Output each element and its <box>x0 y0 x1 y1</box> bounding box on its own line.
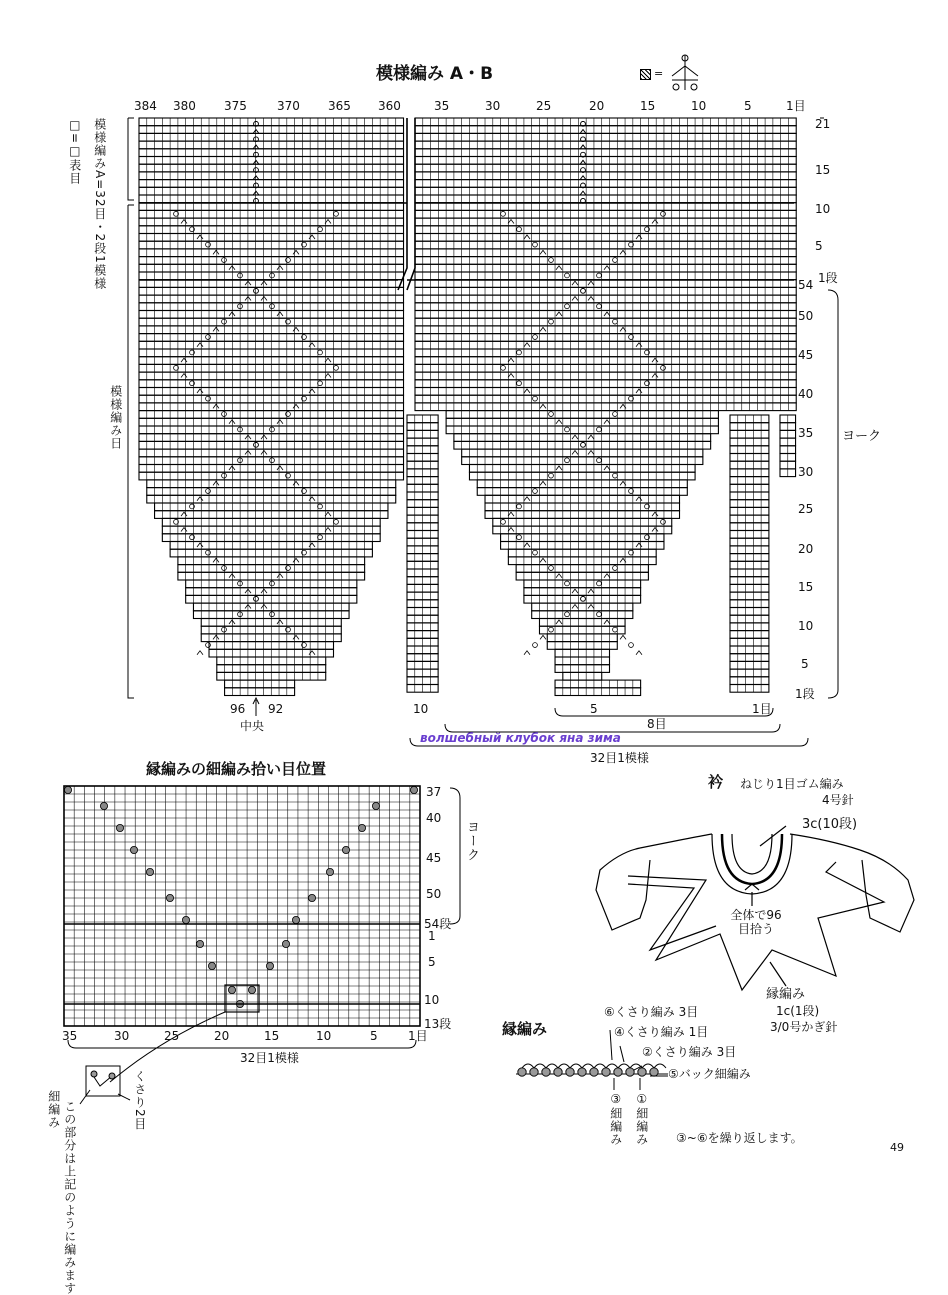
col-tick-left: 384 <box>134 100 157 112</box>
edging-stitch-icon <box>554 1068 562 1076</box>
center-right-label: 92 <box>268 703 283 715</box>
row-tick-bottom: 54 <box>798 279 813 291</box>
row-tick-bottom: 40 <box>798 388 813 400</box>
row-tick-top: 5 <box>815 240 823 252</box>
col-tick-left: 360 <box>378 100 401 112</box>
edge-col-tick: 35 <box>62 1030 77 1042</box>
edging-stitch-icon <box>614 1068 622 1076</box>
collar-rows-label: 3c(10段) <box>802 818 857 831</box>
edging-bottom-step-3: ③細編み <box>608 1092 622 1148</box>
bottom-label-one: 1目 <box>752 703 772 715</box>
bottom-label-ten: 10 <box>413 703 428 715</box>
col-tick-left: 380 <box>173 100 196 112</box>
edge-col-tick: 10 <box>316 1030 331 1042</box>
center-label: 中央 <box>240 720 264 732</box>
edge-col-tick: 20 <box>214 1030 229 1042</box>
edge-chart-title: 縁編みの細編み拾い目位置 <box>146 762 326 777</box>
col-tick-right: 35 <box>434 100 449 112</box>
inset-kusari-label: くさり2目 <box>132 1070 146 1133</box>
edging-title: 縁編み <box>502 1022 547 1037</box>
pattern-a-label: 模様編みA=32目・2段1模様 <box>92 118 106 240</box>
col-tick-right: 5 <box>744 100 752 112</box>
yoke-label: ヨーク <box>842 430 881 443</box>
col-tick-right: 20 <box>589 100 604 112</box>
edging-stitch-icon <box>518 1068 526 1076</box>
edging-repeat-note: ③~⑥を繰り返します。 <box>676 1132 803 1144</box>
page-number: 49 <box>890 1142 904 1153</box>
edge-row-tick-bottom: 10 <box>424 994 439 1006</box>
edging-step-4: ④くさり編み 1目 <box>614 1026 708 1038</box>
row-tick-bottom: 50 <box>798 310 813 322</box>
edge-row-tick-top: 37 <box>426 786 441 798</box>
edging-stitch-icon <box>626 1068 634 1076</box>
row-tick-bottom: 5 <box>801 658 809 670</box>
edge-row-tick-top: 45 <box>426 852 441 864</box>
key-label: □=□表目 <box>67 118 81 187</box>
row-tick-bottom: 10 <box>798 620 813 632</box>
edging-stitch-icon <box>650 1068 658 1076</box>
edge-col-tick: 15 <box>264 1030 279 1042</box>
row-tick-top: 21 <box>815 118 830 130</box>
col-tick-right: 10 <box>691 100 706 112</box>
col-tick-right: 1目 <box>786 100 806 112</box>
center-left-label: 96 <box>230 703 245 715</box>
main-chart-title: 模様編み A・B <box>376 66 493 83</box>
row-tick-bottom: 25 <box>798 503 813 515</box>
inset-hosoami-label: 細編み <box>46 1090 60 1131</box>
row-tick-bottom: 30 <box>798 466 813 478</box>
edge-row-tick-top: 40 <box>426 812 441 824</box>
edge-col-tick: 30 <box>114 1030 129 1042</box>
pattern-b-label: 模様編み日 <box>108 385 122 452</box>
col-tick-left: 365 <box>328 100 351 112</box>
edging-stitch-icon <box>578 1068 586 1076</box>
collar-edge-label-2: 1c(1段) <box>776 1005 819 1017</box>
col-tick-left: 375 <box>224 100 247 112</box>
edging-step-5: ⑤バック細編み <box>668 1068 751 1080</box>
edge-col-tick: 5 <box>370 1030 378 1042</box>
bottom-label-repeat: 32目1模様 <box>590 752 649 764</box>
collar-title: 衿 <box>708 775 723 790</box>
edging-stitch-icon <box>638 1068 646 1076</box>
edge-repeat-label: 32目1模様 <box>240 1052 299 1064</box>
edging-bottom-step-1: ①細編み <box>634 1092 648 1148</box>
edging-stitch-icon <box>590 1068 598 1076</box>
edge-row-tick-bottom: 1 <box>428 930 436 942</box>
edge-row-tick-bottom: 13段 <box>424 1018 451 1030</box>
row-tick-bottom: 35 <box>798 427 813 439</box>
edging-stitch-icon <box>530 1068 538 1076</box>
edging-step-6: ⑥くさり編み 3目 <box>604 1006 698 1018</box>
row-tick-top: 15 <box>815 164 830 176</box>
edge-yoke-label: ヨーク <box>463 820 478 864</box>
collar-edge-label-1: 縁編み <box>766 988 805 1001</box>
col-tick-right: 25 <box>536 100 551 112</box>
collar-needle: 4号針 <box>822 794 854 806</box>
edge-col-tick: 1目 <box>408 1030 428 1042</box>
col-tick-right: 15 <box>640 100 655 112</box>
edging-stitch-icon <box>542 1068 550 1076</box>
edge-col-tick: 25 <box>164 1030 179 1042</box>
legend-equals: = <box>654 68 663 79</box>
row-tick-bottom: 1段 <box>795 688 815 700</box>
collar-pickup-label: 全体で96目拾う <box>726 908 786 937</box>
row-tick-bottom: 45 <box>798 349 813 361</box>
row-tick-top: 1段 <box>818 272 838 284</box>
edge-row-tick-bottom: 5 <box>428 956 436 968</box>
bottom-label-five: 5 <box>590 703 598 715</box>
edging-step-2: ②くさり編み 3目 <box>642 1046 736 1058</box>
edge-row-tick-top: 50 <box>426 888 441 900</box>
edging-stitch-icon <box>602 1068 610 1076</box>
inset-note-label: この部分は上記のように編みます <box>62 1100 76 1158</box>
row-tick-bottom: 20 <box>798 543 813 555</box>
row-tick-bottom: 15 <box>798 581 813 593</box>
col-tick-left: 370 <box>277 100 300 112</box>
bottom-label-eight: 8目 <box>647 718 667 730</box>
collar-subtitle: ねじり1目ゴム編み <box>740 778 844 790</box>
row-tick-top: 10 <box>815 203 830 215</box>
collar-edge-label-3: 3/0号かぎ針 <box>770 1021 837 1033</box>
col-tick-right: 30 <box>485 100 500 112</box>
watermark: волшебный клубок яна зима <box>420 732 621 744</box>
edging-stitch-icon <box>566 1068 574 1076</box>
edge-row-tick-top: 54段 <box>424 918 451 930</box>
